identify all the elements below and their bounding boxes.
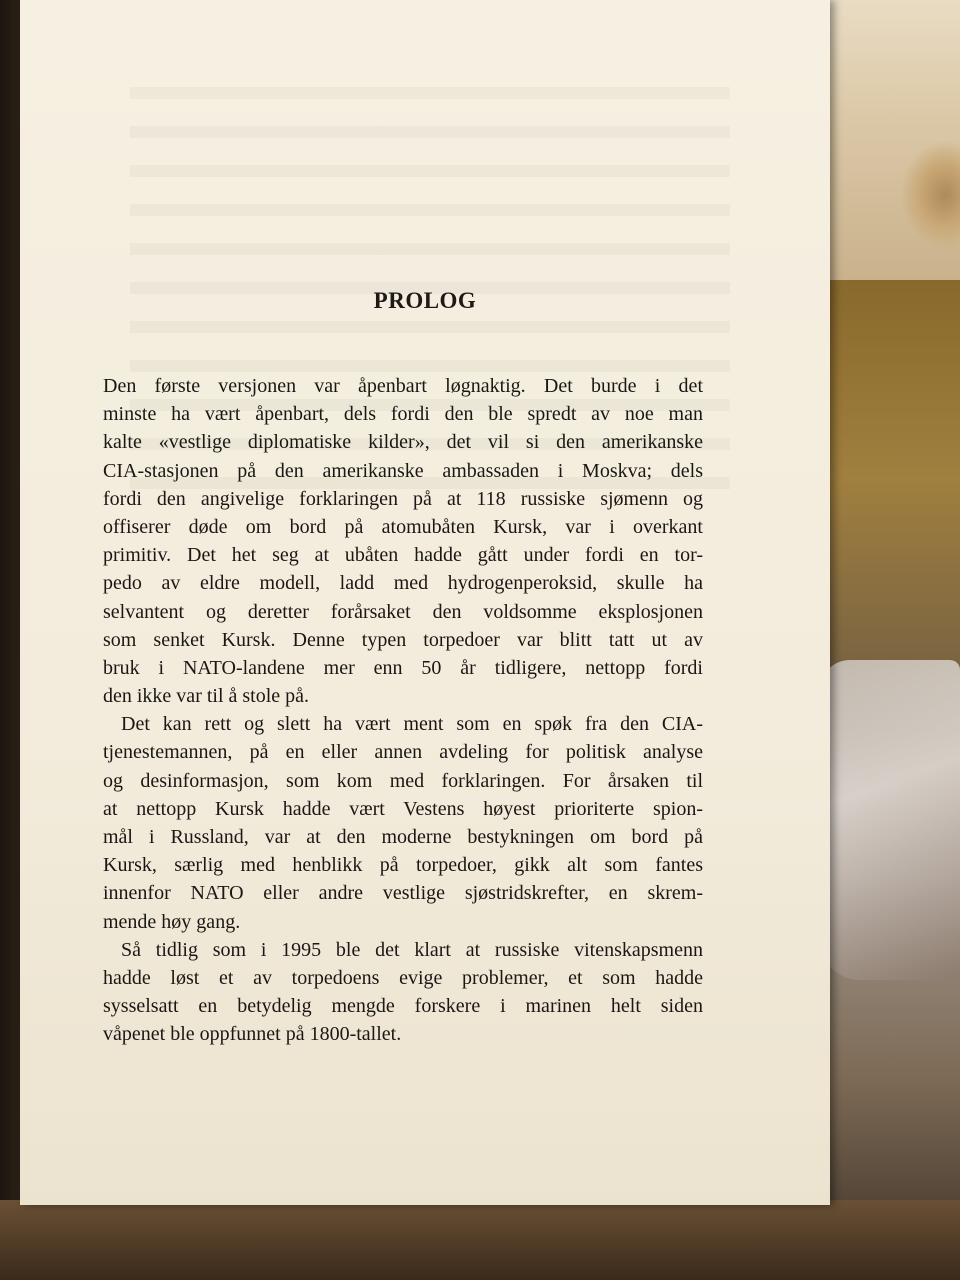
text-line: hadde løst et av torpedoens evige problemer, et som hadde [103,966,703,989]
text-line: sysselsatt en betydelig mengde forskere i marinen helt siden [103,995,703,1018]
body-text [103,372,703,1049]
text-line: som senket Kursk. Denne typen torpedoer var blitt tatt ut av [103,628,703,651]
background-cloth [820,660,960,980]
text-line: den ikke var til å stole på. [103,685,310,708]
text-line: bruk i NATO-landene mer enn 50 år tidligere, nettopp fordi [103,656,703,679]
text-line: tjenestemannen, på en eller annen avdeling for politisk analyse [103,741,703,764]
chapter-title: PROLOG [373,288,477,313]
text-line: og desinformasjon, som kom med forklaringen. For årsaken til [103,769,703,792]
text-line: primitiv. Det het seg at ubåten hadde gått under fordi en tor- [103,544,703,567]
text-line: minste ha vært åpenbart, dels fordi den ble spredt av noe man [103,403,703,426]
text-line: pedo av eldre modell, ladd med hydrogenperoksid, skulle ha [103,572,703,595]
paragraph-2 [103,710,703,936]
text-line: Det kan rett og slett ha vært ment som en spøk fra den CIA- [121,713,703,736]
paragraph-1 [103,372,703,710]
background-bottom [0,1200,960,1280]
paragraph-3 [103,936,703,1049]
text-line: Kursk, særlig med henblikk på torpedoer, gikk alt som fantes [103,854,703,877]
text-line: mende høy gang. [103,910,241,933]
text-line: mål i Russland, var at den moderne bestykningen om bord på [103,826,703,848]
text-line: fordi den angivelige forklaringen på at 118 russiske sjømenn og [103,487,703,510]
text-line: offiserer døde om bord på atomubåten Kursk, var i overkant [103,515,703,538]
text-line: at nettopp Kursk hadde vært Vestens høyest prioriterte spion- [103,797,703,820]
text-line: Så tidlig som i 1995 ble det klart at russiske vitenskapsmenn [121,938,703,961]
text-line: selvantent og deretter forårsaket den voldsomme eksplosjonen [103,600,703,623]
text-line: kalte «vestlige diplomatiske kilder», det vil si den amerikanske [103,431,703,454]
text-line: Den første versjonen var åpenbart løgnaktig. Det burde i det [103,375,703,397]
text-line: innenfor NATO eller andre vestlige sjøstridskrefter, en skrem- [103,882,703,905]
text-line: CIA-stasjonen på den amerikanske ambassaden i Moskva; dels [103,459,703,482]
text-line: våpenet ble oppfunnet på 1800-tallet. [103,1023,402,1046]
